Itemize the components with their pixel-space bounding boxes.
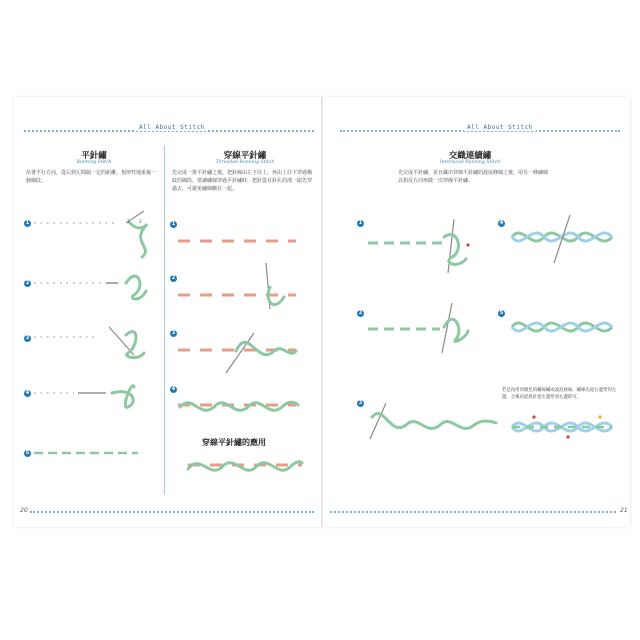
column-divider [164,145,165,495]
page-number: 21 [620,507,628,514]
page-number: 20 [20,507,28,514]
footer-rule [330,511,620,513]
interlaced-running-stitch-title: 交織連續繡 [448,151,492,161]
step-number: 2 [25,280,30,286]
interlaced-running-stitch-illustration [362,207,622,467]
interlaced-running-stitch-subtitle: Interlaced Running Stitch [439,160,501,165]
step-number: 3 [25,335,30,341]
step-number: 2 [171,275,176,281]
needle-point-label: 1 [127,219,130,224]
threaded-running-stitch-subtitle: Threaded Running Stitch [215,160,275,165]
running-stitch-subtitle: Running Stitch [76,160,112,165]
step-number: 4 [499,220,504,226]
threaded-running-stitch-description: 先完成一排平針繡之後，把針線由左下往上，再由上往下穿過橫紋的線段，要讓繡線穿過平針繡時，把針從有針孔的部一頭先穿過去，可避免繡線纏在一起。 [172,170,313,192]
needle-point-label: 2 [139,219,142,224]
running-stitch-description: 沿著平行方向，從右到左間隔一定的距離，規律性地重複一個線段。 [26,170,157,184]
step-number: 4 [25,390,30,396]
step-number: 1 [171,221,176,227]
book-spread [14,97,630,527]
step-number: 3 [358,400,363,406]
running-stitch-illustration [34,207,164,477]
header-series-label: All About Stitch [136,124,208,131]
footer-rule [30,511,314,513]
threaded-running-stitch-title: 穿線平針繡 [223,151,267,161]
left-page [14,97,322,527]
step-number: 1 [358,220,363,226]
running-stitch-title: 平針繡 [81,151,107,161]
interlaced-running-stitch-description: 先完成平針繡，並且織出穿線平針繡的波浪條線之後，用另一條繡線以相反方向再做一次穿線平針繡。 [398,170,549,184]
step-number: 2 [358,310,363,316]
step-number: 1 [25,220,30,226]
right-page [322,97,630,527]
step-number: 3 [171,330,176,336]
step-number: 4 [171,386,176,392]
step-number: 5 [499,310,504,316]
application-title: 穿線平針繡的應用 [202,437,266,447]
header-series-label: All About Stitch [464,124,536,131]
step-number: 5 [25,450,30,456]
variation-note: 若是再用同顏色的繡線繡成波浪條線，繡線先從右邊穿到左邊，之後再從底針從左邊穿到右邊即可。 [502,388,617,400]
